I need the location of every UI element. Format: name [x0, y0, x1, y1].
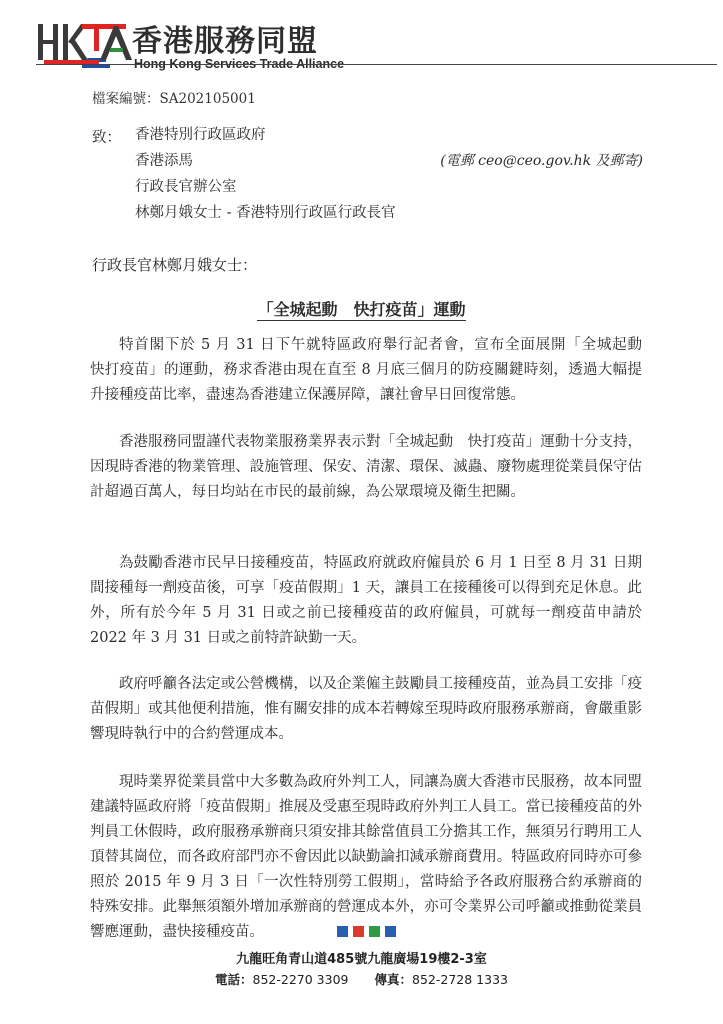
recipient-line: 香港添馬 [135, 153, 193, 169]
footer-address: 九龍旺角青山道485號九龍廣場19樓2-3室 [236, 952, 487, 967]
header-divider [36, 64, 717, 65]
green-square-icon [369, 926, 380, 937]
body-paragraph: 為鼓勵香港市民早日接種疫苗，特區政府就政府僱員於 6 月 1 日至 8 月 31 日期間接種每一劑疫苗後，可享「疫苗假期」1 天，讓員工在接種後可以得到充足休息。此外，所有於今年 5 月 31 日或之前已接種疫苗的政府僱員，可就每一劑疫苗申請於 2022 年 3 月 31 日或之前特許缺勤一天。 [90, 555, 642, 646]
recipient-line: 香港特別行政區政府 [135, 127, 266, 143]
recipient-line: 林鄭月娥女士 - 香港特別行政區行政長官 [135, 205, 396, 221]
letter-title-text: 「全城起動 快打疫苗」運動 [257, 300, 466, 319]
letter-title [0, 297, 723, 320]
red-square-icon [353, 926, 364, 937]
recipient-block [135, 124, 396, 228]
fax-number: 852-2728 1333 [412, 972, 508, 987]
phone-number: 852-2270 3309 [252, 972, 349, 987]
to-label: 致： [92, 130, 121, 146]
file-number: 檔案編號：SA202105001 [92, 91, 256, 107]
body-paragraph: 香港服務同盟謹代表物業服務業界表示對「全城起動 快打疫苗」運動十分支持，因現時香港的物業管理、設施管理、保安、清潔、環保、滅蟲、廢物處理從業員保守估計超過百萬人，每日均站在市民的最前線，為公眾環境及衛生把關。 [90, 434, 642, 500]
hksta-logo-mark-icon [36, 18, 136, 80]
footer-contact [0, 970, 723, 988]
body-paragraph: 政府呼籲各法定或公營機構，以及企業僱主鼓勵員工接種疫苗，並為員工安排「疫苗假期」或其他便利措施，惟有關安排的成本若轉嫁至現時政府服務承辦商，會嚴重影響現時執行中的合約營運成本。 [90, 676, 642, 742]
body-paragraph: 特首閣下於 5 月 31 日下午就特區政府舉行記者會，宣布全面展開「全城起動 快打疫苗」的運動，務求香港由現在直至 8 月底三個月的防疫關鍵時刻，透過大幅提升接種疫苗比率，盡速為香港建立保護屏障，讓社會早日回復常態。 [90, 337, 657, 403]
fax-label: 傳真： [374, 972, 413, 987]
org-name-english: Hong Kong Services Trade Alliance [134, 57, 345, 71]
body-paragraph: 現時業界從業員當中大多數為政府外判工人，同讓為廣大香港市民服務，故本同盟建議特區政府將「疫苗假期」推展及受惠至現時政府外判工人員工。當已接種疫苗的外判員工休假時，政府服務承辦商只須安排其餘當值員工分擔其工作，無須另行聘用工人頂替其崗位，而各政府部門亦不會因此以缺勤論扣減承辦商費用。特區政府同時亦可參照於 2015 年 9 月 3 日「一次性特別勞工假期」，當時給予各政府服務合約承辦商的特殊安排。此舉無須額外增加承辦商的營運成本外，亦可令業界公司呼籲或推動從業員響應運動，盡快接種疫苗。 [90, 774, 642, 940]
blue-square-icon [385, 926, 396, 937]
phone-label: 電話： [215, 972, 253, 987]
salutation: 行政長官林鄭月娥女士： [92, 256, 258, 274]
blue-square-icon [337, 926, 348, 937]
footer-color-squares [337, 926, 396, 937]
email-note: (電郵 ceo@ceo.gov.hk 及郵寄) [440, 153, 643, 169]
org-name-chinese: 香港服務同盟 [132, 24, 318, 59]
recipient-line: 行政長官辦公室 [135, 179, 237, 195]
